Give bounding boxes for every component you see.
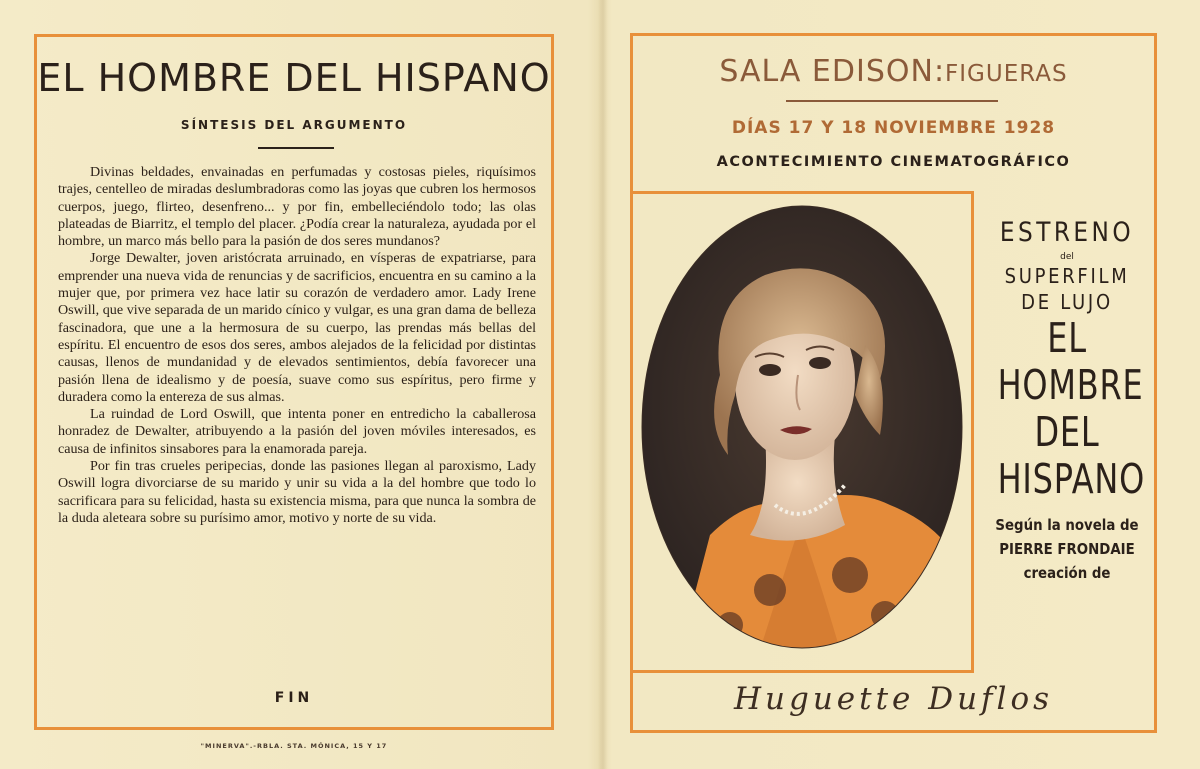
credits-spacer — [978, 503, 1156, 513]
synopsis-paragraph-4: Por fin tras crueles peripecias, donde las pasiones llegan al paroxismo, Lady Oswill logra divorciarse de su marido y unir su vida a la del hombre que todo lo sacrificara para su felicidad, hasta su existencia misma, para que nunca la sombra de la duda aleteara sobre su purísimo amor, motivo y norte de su vida. — [58, 458, 536, 526]
venue-heading — [630, 54, 1157, 89]
synopsis-paragraph-1: Divinas beldades, envainadas en perfumadas y costosas pieles, riquísimos trajes, centelleo de miradas deslumbradoras como las joyas que cubren los hermosos cuerpos, juego, flirteo, desenfreno... y por fin, embelleciéndolo todo; las olas plateadas de Biarritz, el templo del placer. ¿Podía crear la naturaleza, ayudada por el hombre, un marco más bello para la pasión de dos seres mundanos? — [58, 164, 536, 250]
printer-imprint: "MINERVA".-RBLA. STA. MÓNICA, 15 Y 17 — [200, 742, 388, 750]
film-title-line-2: HOMBRE — [997, 361, 1144, 409]
premiere-label: ESTRENO — [999, 217, 1135, 248]
film-title-heading: EL HOMBRE DEL HISPANO — [37, 56, 551, 100]
creation-credit: creación de — [1023, 564, 1111, 582]
venue-rule — [786, 100, 998, 102]
synopsis-text — [58, 164, 536, 527]
event-tagline: ACONTECIMIENTO CINEMATOGRÁFICO — [716, 154, 1071, 170]
venue-name: SALA EDISON — [719, 54, 934, 89]
venue-separator: : — [933, 54, 946, 89]
synopsis-subtitle: SÍNTESIS DEL ARGUMENTO — [180, 118, 408, 132]
star-name: Huguette Duflos — [733, 681, 1054, 717]
actress-portrait — [640, 205, 964, 650]
author-name: PIERRE FRONDAIE — [999, 540, 1135, 558]
fin-label: FIN — [274, 690, 314, 706]
venue-city: FIGUERAS — [945, 61, 1068, 87]
screening-dates: DÍAS 17 Y 18 NOVIEMBRE 1928 — [731, 118, 1056, 138]
synopsis-paragraph-2: Jorge Dewalter, joven aristócrata arruinado, en vísperas de expatriarse, para emprender una nueva vida de renuncias y de sacrificios, encuentra en su camino a la mujer que, por primera vez hace latir su corazón de verdadero amor. Lady Irene Oswill, que vive separada de un marido cínico y vulgar, es una gran dama de belleza fascinadora, que une a la hermosura de su cuerpo, las prendas más bellas del espíritu. El encuentro de esos dos seres, ambos alejados de la felicidad por distintas causas, llenos de mundanidad y de elevados sentimientos, debía favorecer una pasión llena de idealismo y de poesía, suave como sus espíritus, pero firme y duradera como la entereza de sus almas. — [58, 250, 536, 405]
center-fold — [598, 0, 608, 769]
subtitle-rule — [258, 147, 334, 149]
de-lujo-label: DE LUJO — [1021, 290, 1113, 314]
film-credits — [978, 215, 1156, 585]
film-title-line-4: HISPANO — [997, 455, 1146, 503]
film-title-line-1: EL — [1047, 314, 1087, 362]
novel-credit: Según la novela de — [995, 516, 1139, 534]
del-label: del — [1060, 252, 1074, 262]
superfilm-label: SUPERFILM — [1004, 264, 1130, 288]
synopsis-paragraph-3: La ruindad de Lord Oswill, que intenta poner en entredicho la caballerosa honradez de Dewalter, atribuyendo a la pasión del joven móviles interesados, es causa de infinitos sinsabores para la enamorada pareja. — [58, 406, 536, 457]
film-title-line-3: DEL — [1034, 408, 1100, 456]
